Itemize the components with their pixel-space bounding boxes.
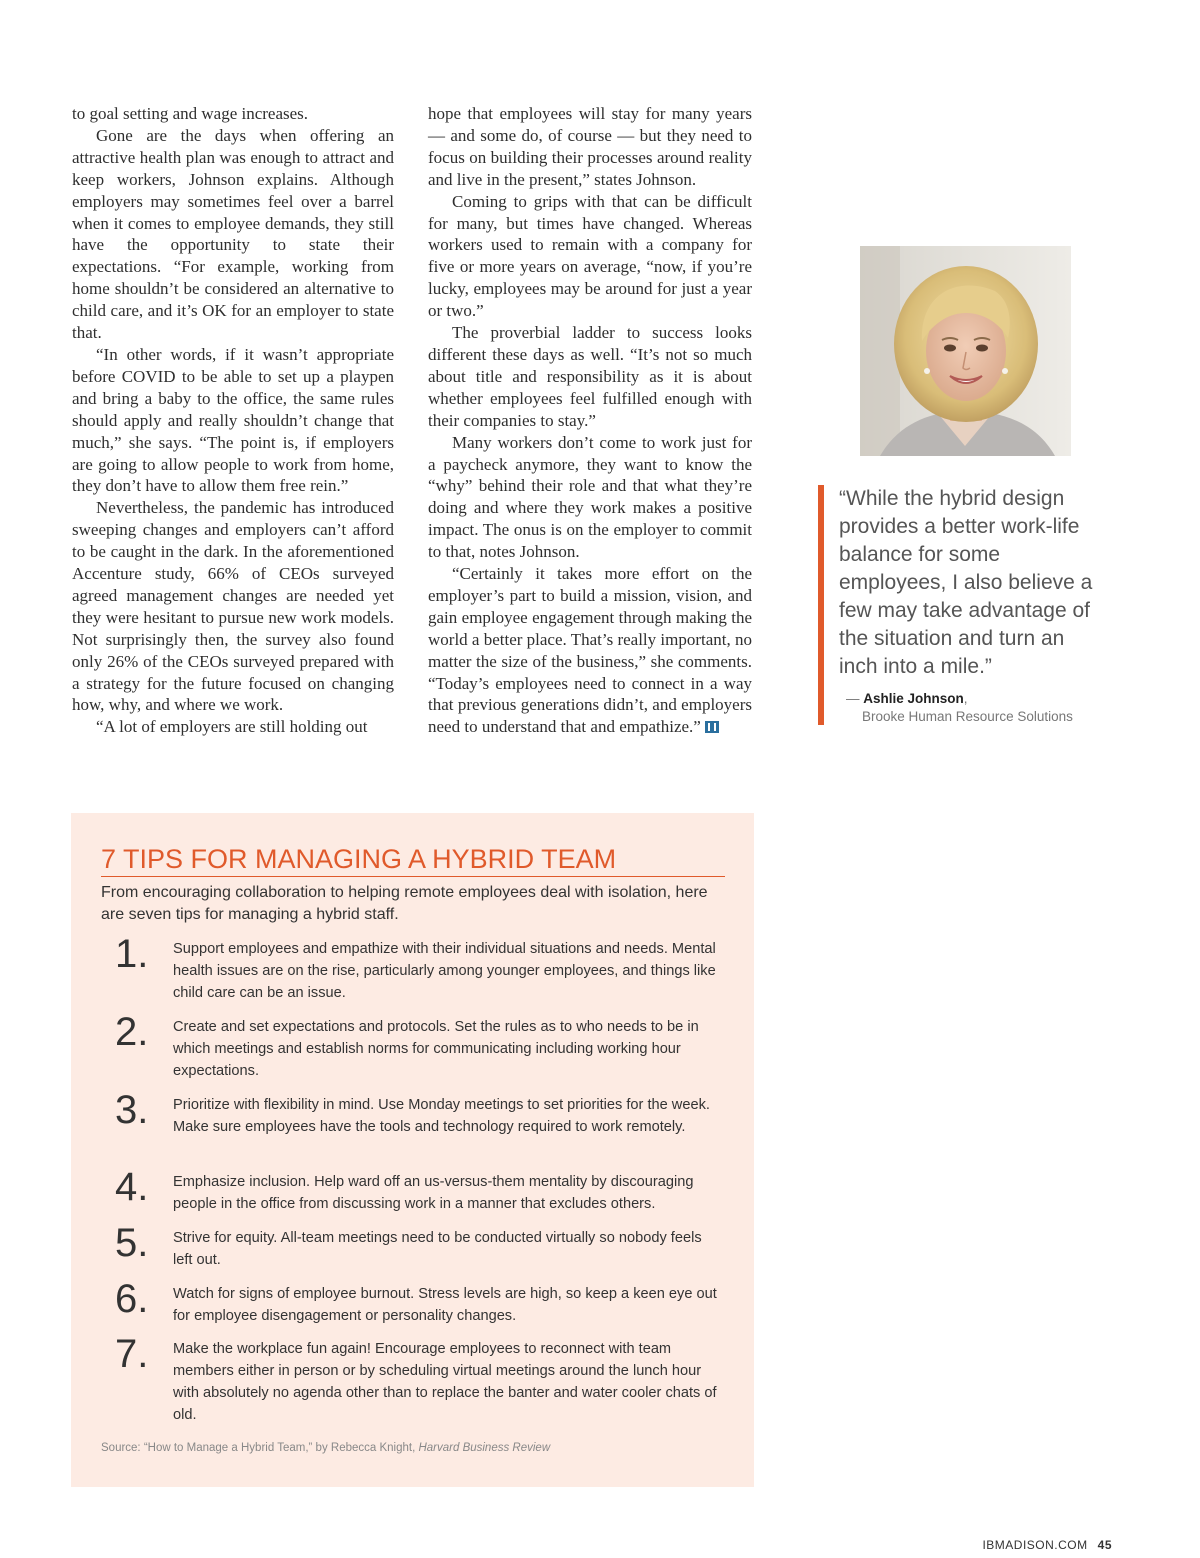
attribution-organization: Brooke Human Resource Solutions	[862, 709, 1073, 724]
tip-number: 2.	[115, 1010, 149, 1054]
ib-end-mark-icon	[705, 721, 719, 733]
tip-text: Strive for equity. All-team meetings need to be conducted virtually so nobody feels left out.	[173, 1230, 702, 1268]
tip-number: 3.	[115, 1088, 149, 1132]
article-paragraph: “In other words, if it wasn’t appropriate before COVID to be able to set up a playpen and bring a baby to the office, the same rules should apply and really shouldn’t change that much,” she says. “The point is, if employers are going to allow people to work from home, they don’t have to allow them free rein.”	[72, 344, 394, 496]
tip-text: Emphasize inclusion. Help ward off an us-versus-them mentality by discouraging people in the office from discussing work in a manner that excludes others.	[173, 1174, 694, 1212]
tip-number: 5.	[115, 1221, 149, 1265]
attribution-name: Ashlie Johnson	[863, 691, 964, 706]
article-paragraph: Nevertheless, the pandemic has introduced sweeping changes and employers can’t afford to be caught in the dark. In the aforementioned Accenture study, 66% of CEOs surveyed agreed management changes are needed yet they were hesitant to pursue new work models. Not surprisingly then, the survey also found only 26% of the CEOs surveyed prepared with a strategy for the future focused on changing how, why, and where we work.	[72, 498, 394, 715]
tips-intro: From encouraging collaboration to helping remote employees deal with isolation, here are seven tips for managing a hybrid staff.	[101, 884, 708, 923]
page-number: 45	[1097, 1538, 1112, 1552]
page-footer	[982, 1537, 1112, 1553]
tip-text: Create and set expectations and protocols. Set the rules as to who needs to be in which meetings and establish norms for communicating including working hour expectations.	[173, 1019, 699, 1079]
tip-text: Watch for signs of employee burnout. Stress levels are high, so keep a keen eye out for employee disengagement or personality changes.	[173, 1286, 717, 1324]
article-column-2	[428, 103, 752, 738]
tip-number: 1.	[115, 932, 149, 976]
article-column-1	[72, 103, 394, 738]
pull-quote	[818, 485, 1108, 725]
tips-box	[71, 813, 754, 1487]
article-paragraph: hope that employees will stay for many years — and some do, of course — but they need to focus on building their processes around reality and live in the present,” states Johnson.	[428, 104, 752, 189]
article-paragraph: “A lot of employers are still holding out	[96, 717, 368, 737]
tip-number: 6.	[115, 1277, 149, 1321]
tip-text: Make the workplace fun again! Encourage employees to reconnect with team members either in person or by scheduling virtual meetings around the lunch hour with absolutely no agenda other than to replace the banter and water cooler chats of old.	[173, 1341, 717, 1423]
article-paragraph: to goal setting and wage increases.	[72, 104, 309, 123]
pull-quote-accent-bar	[818, 485, 824, 725]
source-publication: Harvard Business Review	[418, 1442, 551, 1454]
tips-source	[101, 1440, 725, 1456]
attribution-comma: ,	[963, 691, 968, 706]
article-paragraph: The proverbial ladder to success looks different these days as well. “It’s not so much about title and responsibility as it is about whether employees feel fulfilled enough with their companies to stay.”	[428, 323, 752, 430]
source-citation: Source: “How to Manage a Hybrid Team,” by Rebecca Knight,	[101, 1442, 419, 1454]
tip-number: 4.	[115, 1165, 149, 1209]
article-paragraph-last	[428, 563, 752, 738]
footer-site: IBMADISON.COM	[982, 1538, 1088, 1552]
article-paragraph-text: “Certainly it takes more effort on the employer’s part to build a mission, vision, and gain employee engagement through making the world a better place. That’s really important, no matter the size of the business,” she comments. “Today’s employees need to connect in a way that previous generations didn’t, and employers need to understand that and empathize.”	[428, 564, 752, 737]
tips-title: 7 TIPS FOR MANAGING A HYBRID TEAM	[101, 843, 725, 877]
tip-number: 7.	[115, 1332, 149, 1376]
attribution-dash: —	[846, 691, 860, 706]
tip-text: Support employees and empathize with their individual situations and needs. Mental health issues are on the rise, particularly among younger employees, and things like child care can be an issue.	[173, 941, 716, 1001]
article-paragraph: Coming to grips with that can be difficult for many, but times have changed. Whereas workers used to remain with a company for five or more years on average, “now, if you’re lucky, employees may be around for just a year or two.”	[428, 191, 752, 321]
pull-quote-attribution	[846, 690, 1106, 726]
article-paragraph: Many workers don’t come to work just for a paycheck anymore, they want to know the “why” behind their role and that what they’re doing and where they work makes a positive impact. The onus is on the employer to commit to that, notes Johnson.	[428, 432, 752, 562]
article-paragraph: Gone are the days when offering an attractive health plan was enough to attract and keep workers, Johnson explains. Although employers may sometimes feel over a barrel when it comes to employee demands, they still have the opportunity to state their expectations. “For example, working from home shouldn’t be considered an alternative to child care, and it’s OK for an employer to state that.	[72, 125, 394, 343]
tip-text: Prioritize with flexibility in mind. Use Monday meetings to set priorities for the week. Make sure employees have the tools and technology required to work remotely.	[173, 1097, 710, 1135]
pull-quote-text: “While the hybrid design provides a better work-life balance for some employees, I also believe a few may take advantage of the situation and turn an inch into a mile.”	[839, 487, 1093, 678]
portrait-photo	[860, 246, 1071, 456]
